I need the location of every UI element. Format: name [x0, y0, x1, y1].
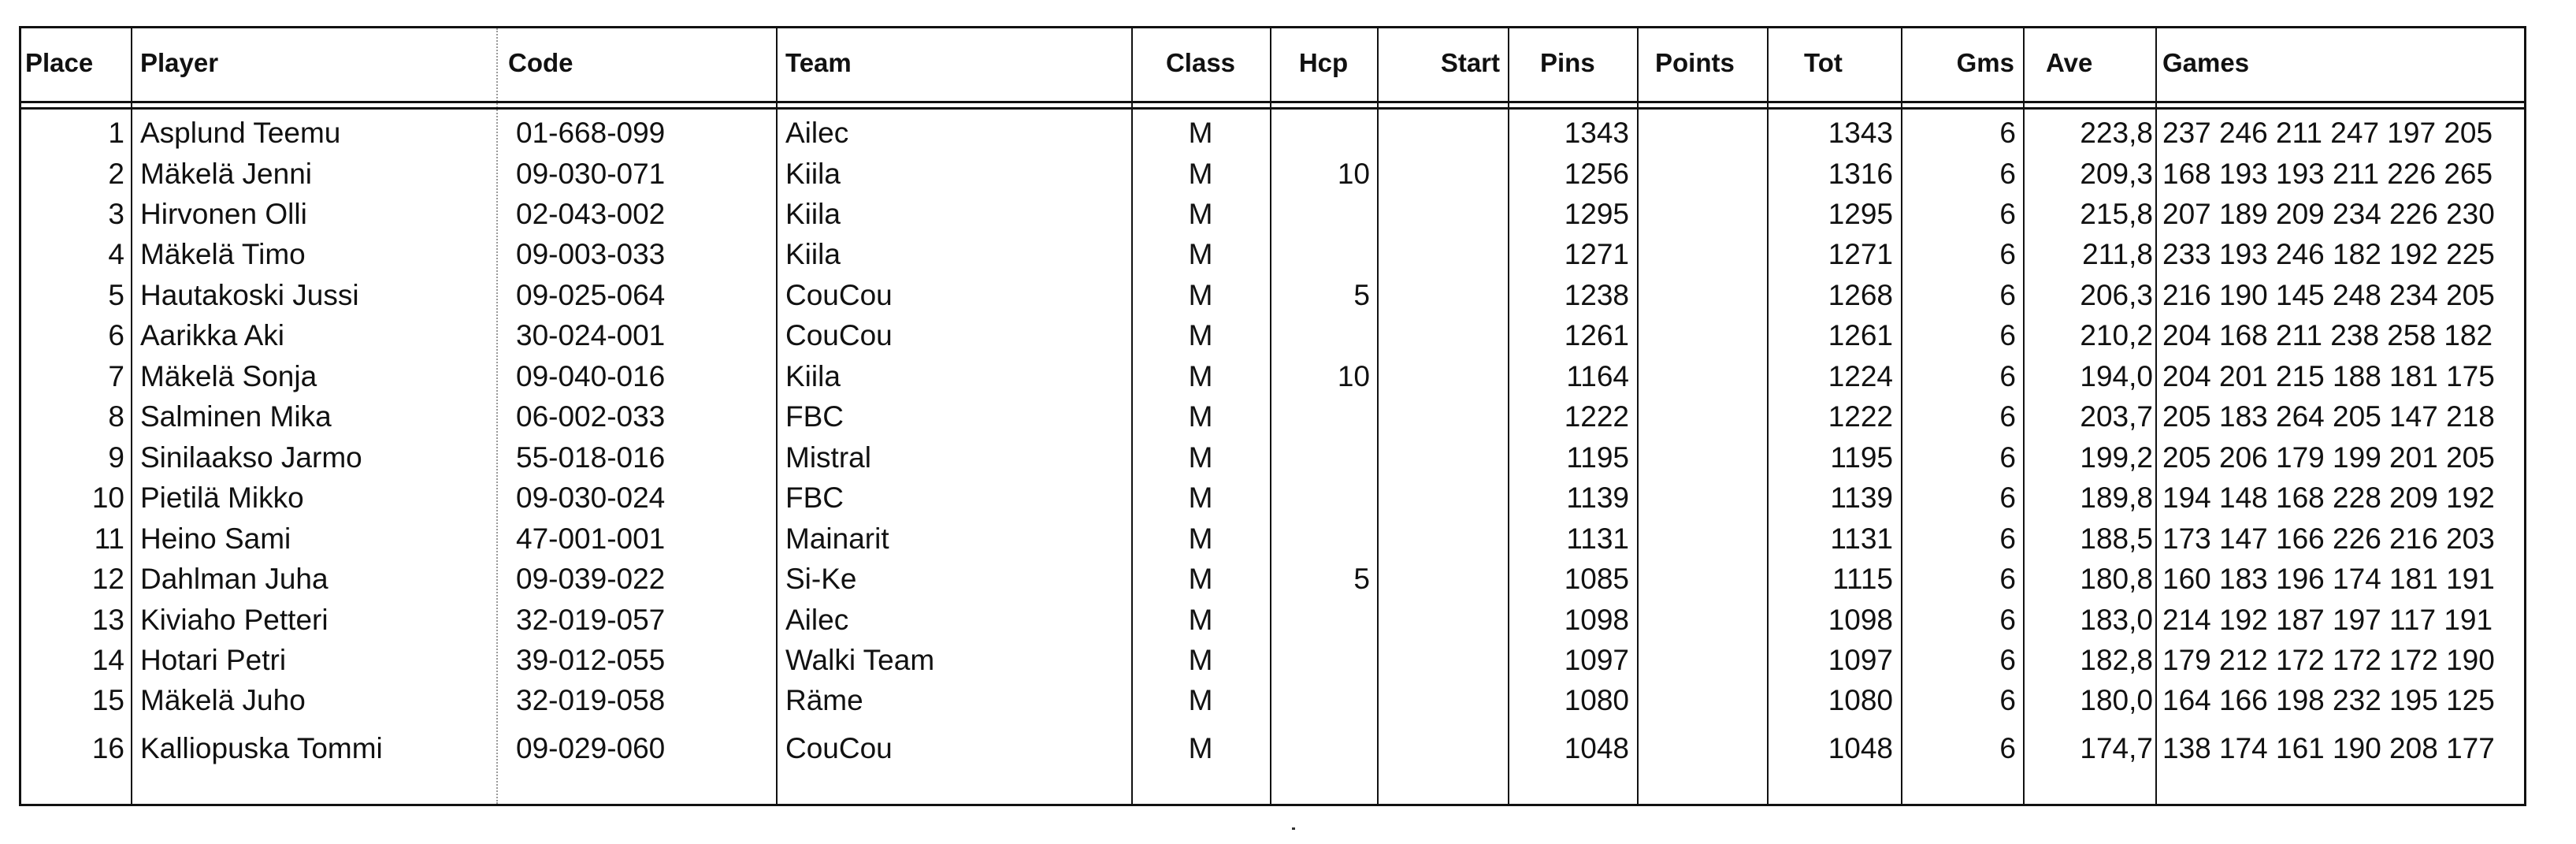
cell-pins: 1261 — [1564, 319, 1629, 351]
cell-tot: 1098 — [1828, 604, 1893, 636]
cell-player: Salminen Mika — [140, 400, 332, 433]
cell-tot: 1268 — [1828, 279, 1893, 311]
cell-gms: 6 — [1999, 319, 2016, 351]
cell-place: 11 — [94, 522, 124, 555]
cell-ave: 199,2 — [2080, 441, 2153, 474]
cell-place: 15 — [91, 684, 124, 716]
cell-gms: 6 — [1999, 117, 2016, 149]
cell-points — [1637, 315, 1759, 356]
cell-hcp: 5 — [1353, 563, 1370, 595]
cell-player: Sinilaakso Jarmo — [140, 441, 362, 474]
cell-pins: 1048 — [1564, 732, 1629, 764]
cell-place: 2 — [108, 158, 124, 190]
cell-start — [1377, 275, 1500, 316]
cell-ave: 189,8 — [2080, 481, 2153, 514]
header-gms: Gms — [1956, 48, 2014, 77]
cell-start — [1377, 396, 1500, 437]
cell-hcp — [1270, 728, 1370, 769]
cell-start — [1377, 519, 1500, 560]
cell-player: Kalliopuska Tommi — [140, 732, 383, 764]
header-divider — [21, 101, 2524, 103]
cell-games: 233 193 246 182 192 225 — [2162, 238, 2495, 270]
table-row — [21, 600, 2524, 641]
cell-gms: 6 — [1999, 732, 2016, 764]
cell-player: Hautakoski Jussi — [140, 279, 359, 311]
cell-start — [1377, 154, 1500, 195]
cell-points — [1637, 356, 1759, 397]
cell-place: 9 — [108, 441, 124, 474]
cell-ave: 223,8 — [2080, 117, 2153, 149]
cell-class: M — [1188, 604, 1213, 636]
cell-start — [1377, 680, 1500, 721]
cell-class: M — [1188, 158, 1213, 190]
cell-player: Heino Sami — [140, 522, 291, 555]
cell-ave: 203,7 — [2080, 400, 2153, 433]
cell-ave: 180,8 — [2080, 563, 2153, 595]
cell-tot: 1195 — [1830, 441, 1893, 474]
cell-games: 205 206 179 199 201 205 — [2162, 441, 2495, 474]
cell-ave: 174,7 — [2080, 732, 2153, 764]
cell-points — [1637, 519, 1759, 560]
cell-place: 1 — [108, 117, 124, 149]
cell-code: 39-012-055 — [516, 644, 666, 676]
cell-code: 30-024-001 — [516, 319, 666, 351]
cell-games: 179 212 172 172 172 190 — [2162, 644, 2495, 676]
cell-hcp — [1270, 478, 1370, 519]
cell-team: Kiila — [785, 198, 841, 230]
cell-tot: 1295 — [1828, 198, 1893, 230]
cell-place: 10 — [91, 481, 124, 514]
cell-points — [1637, 600, 1759, 641]
cell-start — [1377, 234, 1500, 275]
cell-start — [1377, 640, 1500, 681]
header-code: Code — [508, 48, 573, 77]
cell-class: M — [1188, 522, 1213, 555]
stray-mark — [1292, 827, 1295, 830]
header-points: Points — [1655, 48, 1735, 77]
cell-class: M — [1188, 360, 1213, 392]
cell-points — [1637, 113, 1759, 154]
cell-code: 47-001-001 — [516, 522, 666, 555]
cell-points — [1637, 559, 1759, 600]
cell-code: 09-030-071 — [516, 158, 666, 190]
cell-points — [1637, 275, 1759, 316]
cell-hcp — [1270, 680, 1370, 721]
cell-tot: 1115 — [1832, 563, 1893, 595]
cell-games: 168 193 193 211 226 265 — [2162, 158, 2493, 190]
cell-tot: 1271 — [1828, 238, 1893, 270]
cell-class: M — [1188, 563, 1213, 595]
cell-place: 16 — [91, 732, 124, 764]
cell-tot: 1097 — [1828, 644, 1893, 676]
cell-pins: 1139 — [1566, 481, 1629, 514]
cell-pins: 1271 — [1564, 238, 1629, 270]
cell-hcp — [1270, 113, 1370, 154]
cell-points — [1637, 437, 1759, 478]
cell-class: M — [1188, 198, 1213, 230]
cell-team: FBC — [785, 481, 844, 514]
cell-start — [1377, 478, 1500, 519]
cell-place: 5 — [108, 279, 124, 311]
cell-pins: 1238 — [1564, 279, 1629, 311]
header-class: Class — [1165, 48, 1236, 77]
table-row — [21, 519, 2524, 560]
cell-pins: 1343 — [1564, 117, 1629, 149]
cell-gms: 6 — [1999, 238, 2016, 270]
cell-games: 194 148 168 228 209 192 — [2162, 481, 2495, 514]
cell-ave: 194,0 — [2080, 360, 2153, 392]
table-row — [21, 437, 2524, 478]
header-place: Place — [25, 48, 94, 77]
cell-gms: 6 — [1999, 198, 2016, 230]
cell-ave: 206,3 — [2080, 279, 2153, 311]
table-row — [21, 194, 2524, 235]
cell-tot: 1343 — [1828, 117, 1893, 149]
header-ave: Ave — [2046, 48, 2093, 77]
cell-code: 09-039-022 — [516, 563, 666, 595]
cell-points — [1637, 234, 1759, 275]
table-row — [21, 478, 2524, 519]
cell-points — [1637, 640, 1759, 681]
cell-class: M — [1188, 117, 1213, 149]
cell-tot: 1080 — [1828, 684, 1893, 716]
cell-class: M — [1188, 238, 1213, 270]
table-row — [21, 356, 2524, 397]
cell-place: 13 — [91, 604, 124, 636]
cell-games: 204 168 211 238 258 182 — [2162, 319, 2493, 351]
table-row — [21, 396, 2524, 437]
cell-pins: 1098 — [1564, 604, 1629, 636]
header-games: Games — [2162, 48, 2250, 77]
cell-gms: 6 — [1999, 360, 2016, 392]
cell-hcp — [1270, 437, 1370, 478]
cell-player: Hotari Petri — [140, 644, 287, 676]
cell-player: Asplund Teemu — [140, 117, 341, 149]
cell-games: 164 166 198 232 195 125 — [2162, 684, 2495, 716]
cell-pins: 1295 — [1564, 198, 1629, 230]
cell-team: CouCou — [785, 279, 893, 311]
cell-ave: 211,8 — [2082, 238, 2153, 270]
cell-player: Hirvonen Olli — [140, 198, 307, 230]
cell-games: 237 246 211 247 197 205 — [2162, 117, 2493, 149]
results-table — [19, 26, 2526, 806]
cell-class: M — [1188, 441, 1213, 474]
cell-games: 214 192 187 197 117 191 — [2162, 604, 2493, 636]
cell-class: M — [1188, 279, 1213, 311]
cell-hcp — [1270, 315, 1370, 356]
cell-team: Räme — [785, 684, 863, 716]
cell-pins: 1195 — [1566, 441, 1629, 474]
cell-gms: 6 — [1999, 563, 2016, 595]
cell-pins: 1256 — [1564, 158, 1629, 190]
cell-place: 8 — [108, 400, 124, 433]
cell-games: 138 174 161 190 208 177 — [2162, 732, 2495, 764]
cell-class: M — [1188, 684, 1213, 716]
cell-tot: 1048 — [1828, 732, 1893, 764]
cell-team: Walki Team — [785, 644, 935, 676]
cell-hcp — [1270, 194, 1370, 235]
cell-class: M — [1188, 644, 1213, 676]
cell-team: Kiila — [785, 360, 841, 392]
cell-ave: 183,0 — [2080, 604, 2153, 636]
header-hcp: Hcp — [1298, 48, 1349, 77]
cell-start — [1377, 194, 1500, 235]
cell-ave: 182,8 — [2080, 644, 2153, 676]
cell-player: Mäkelä Timo — [140, 238, 306, 270]
cell-code: 06-002-033 — [516, 400, 666, 433]
cell-class: M — [1188, 732, 1213, 764]
cell-place: 3 — [108, 198, 124, 230]
cell-hcp: 10 — [1337, 158, 1370, 190]
table-row — [21, 234, 2524, 275]
cell-team: CouCou — [785, 732, 893, 764]
cell-games: 205 183 264 205 147 218 — [2162, 400, 2495, 433]
cell-pins: 1131 — [1566, 522, 1629, 555]
cell-place: 6 — [108, 319, 124, 351]
cell-code: 55-018-016 — [516, 441, 666, 474]
cell-team: Si-Ke — [785, 563, 857, 595]
cell-gms: 6 — [1999, 684, 2016, 716]
cell-team: Mistral — [785, 441, 871, 474]
table-row — [21, 559, 2524, 600]
cell-tot: 1139 — [1830, 481, 1893, 514]
cell-team: Kiila — [785, 158, 841, 190]
cell-gms: 6 — [1999, 522, 2016, 555]
cell-player: Mäkelä Sonja — [140, 360, 317, 392]
table-row — [21, 640, 2524, 681]
cell-code: 09-003-033 — [516, 238, 666, 270]
cell-ave: 210,2 — [2080, 319, 2153, 351]
table-row — [21, 275, 2524, 316]
cell-games: 216 190 145 248 234 205 — [2162, 279, 2495, 311]
cell-points — [1637, 154, 1759, 195]
header-player: Player — [140, 48, 219, 77]
cell-pins: 1080 — [1564, 684, 1629, 716]
cell-player: Mäkelä Juho — [140, 684, 306, 716]
cell-games: 173 147 166 226 216 203 — [2162, 522, 2495, 555]
cell-games: 160 183 196 174 181 191 — [2162, 563, 2495, 595]
cell-points — [1637, 478, 1759, 519]
table-row — [21, 728, 2524, 769]
cell-start — [1377, 728, 1500, 769]
cell-tot: 1316 — [1828, 158, 1893, 190]
cell-gms: 6 — [1999, 644, 2016, 676]
cell-player: Kiviaho Petteri — [140, 604, 328, 636]
cell-pins: 1222 — [1564, 400, 1629, 433]
cell-code: 09-029-060 — [516, 732, 666, 764]
cell-start — [1377, 315, 1500, 356]
cell-hcp — [1270, 600, 1370, 641]
cell-player: Mäkelä Jenni — [140, 158, 313, 190]
cell-gms: 6 — [1999, 400, 2016, 433]
cell-player: Pietilä Mikko — [140, 481, 304, 514]
cell-ave: 188,5 — [2080, 522, 2153, 555]
cell-place: 14 — [91, 644, 124, 676]
table-row — [21, 315, 2524, 356]
cell-ave: 180,0 — [2080, 684, 2153, 716]
cell-tot: 1261 — [1828, 319, 1893, 351]
cell-tot: 1224 — [1828, 360, 1893, 392]
cell-team: Kiila — [785, 238, 841, 270]
cell-code: 02-043-002 — [516, 198, 666, 230]
header-divider — [21, 107, 2524, 110]
cell-hcp — [1270, 234, 1370, 275]
cell-points — [1637, 680, 1759, 721]
cell-pins: 1097 — [1564, 644, 1629, 676]
cell-pins: 1164 — [1566, 360, 1629, 392]
cell-class: M — [1188, 481, 1213, 514]
cell-tot: 1131 — [1830, 522, 1893, 555]
cell-tot: 1222 — [1828, 400, 1893, 433]
cell-start — [1377, 559, 1500, 600]
cell-code: 32-019-057 — [516, 604, 666, 636]
cell-place: 4 — [108, 238, 124, 270]
cell-team: Ailec — [785, 604, 849, 636]
cell-class: M — [1188, 319, 1213, 351]
cell-place: 12 — [91, 563, 124, 595]
cell-pins: 1085 — [1564, 563, 1629, 595]
cell-gms: 6 — [1999, 158, 2016, 190]
cell-code: 01-668-099 — [516, 117, 666, 149]
cell-ave: 209,3 — [2080, 158, 2153, 190]
cell-start — [1377, 437, 1500, 478]
header-start: Start — [1440, 48, 1500, 77]
cell-code: 32-019-058 — [516, 684, 666, 716]
cell-hcp: 10 — [1337, 360, 1370, 392]
cell-code: 09-025-064 — [516, 279, 666, 311]
cell-hcp — [1270, 519, 1370, 560]
cell-start — [1377, 113, 1500, 154]
cell-games: 207 189 209 234 226 230 — [2162, 198, 2495, 230]
cell-games: 204 201 215 188 181 175 — [2162, 360, 2495, 392]
cell-team: FBC — [785, 400, 844, 433]
cell-team: CouCou — [785, 319, 893, 351]
cell-code: 09-040-016 — [516, 360, 666, 392]
cell-points — [1637, 728, 1759, 769]
cell-player: Dahlman Juha — [140, 563, 328, 595]
table-row — [21, 680, 2524, 721]
header-pins: Pins — [1540, 48, 1595, 77]
cell-hcp — [1270, 640, 1370, 681]
cell-team: Ailec — [785, 117, 849, 149]
cell-gms: 6 — [1999, 441, 2016, 474]
cell-points — [1637, 194, 1759, 235]
cell-class: M — [1188, 400, 1213, 433]
cell-gms: 6 — [1999, 279, 2016, 311]
cell-player: Aarikka Aki — [140, 319, 285, 351]
cell-hcp — [1270, 396, 1370, 437]
table-row — [21, 154, 2524, 195]
cell-start — [1377, 600, 1500, 641]
cell-gms: 6 — [1999, 481, 2016, 514]
cell-code: 09-030-024 — [516, 481, 666, 514]
cell-place: 7 — [108, 360, 124, 392]
cell-points — [1637, 396, 1759, 437]
cell-gms: 6 — [1999, 604, 2016, 636]
cell-start — [1377, 356, 1500, 397]
header-tot: Tot — [1804, 48, 1843, 77]
cell-team: Mainarit — [785, 522, 889, 555]
cell-ave: 215,8 — [2080, 198, 2153, 230]
header-team: Team — [785, 48, 852, 77]
cell-hcp: 5 — [1353, 279, 1370, 311]
table-row — [21, 113, 2524, 154]
